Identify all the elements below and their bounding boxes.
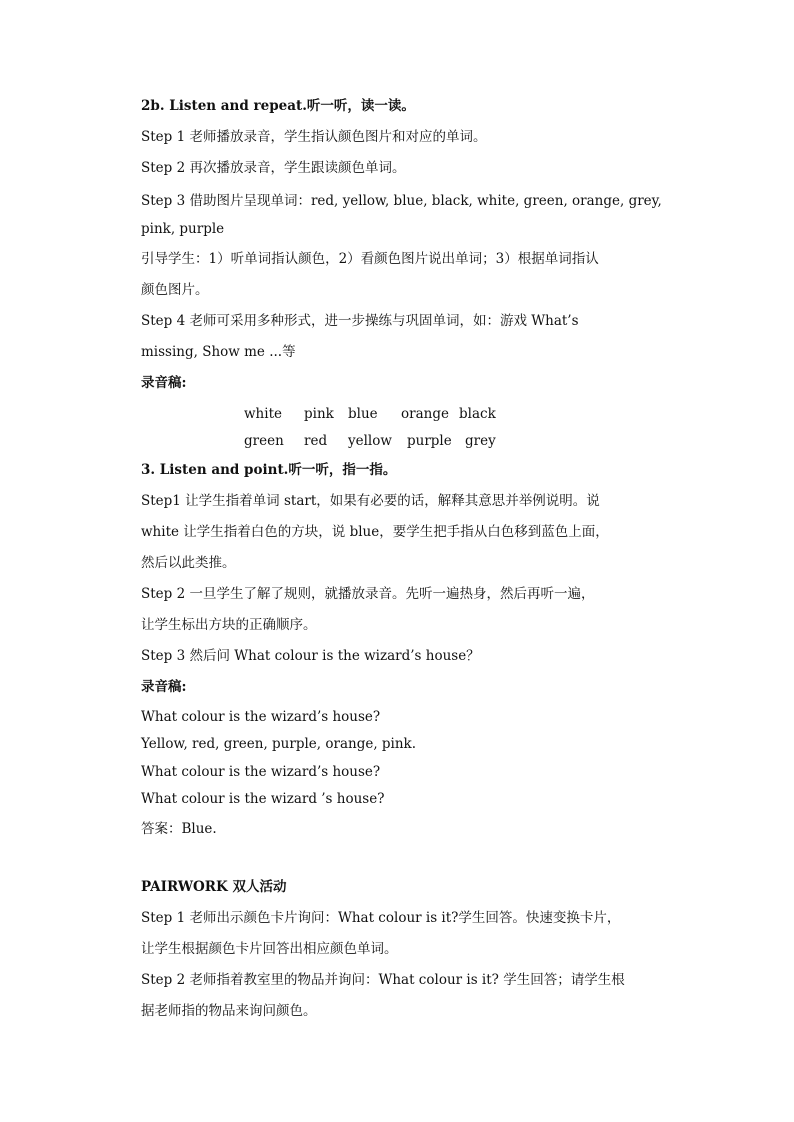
pairwork-step2-line2: 据老师指的物品来询问颜色。 [141, 1003, 317, 1019]
pairwork-step1-line2: 让学生根据颜色卡片回答出相应颜色单词。 [141, 941, 398, 957]
section-2b-guide-line1: 引导学生：1）听单词指认颜色，2）看颜色图片说出单词；3）根据单词指认 [141, 251, 599, 267]
word-item: white [244, 406, 282, 422]
section-2b-guide-line2: 颜色图片。 [141, 282, 209, 298]
section-2b-transcript-label: 录音稿: [141, 375, 187, 391]
pairwork-step1-line1: Step 1 老师出示颜色卡片询问：What colour is it?学生回答。快速变换卡片， [141, 910, 621, 926]
word-item: black [459, 406, 496, 422]
transcript-line: What colour is the wizard’s house? [141, 764, 381, 780]
section-3-step1-line1: Step1 让学生指着单词 start，如果有必要的话，解释其意思并举例说明。说 [141, 493, 600, 509]
section-2b-step3-line1: Step 3 借助图片呈现单词：red, yellow, blue, black, white, green, orange, grey, [141, 193, 662, 209]
section-3-step1-line3: 然后以此类推。 [141, 555, 236, 571]
word-item: yellow [348, 433, 392, 449]
section-2b-step2: Step 2 再次播放录音，学生跟读颜色单词。 [141, 160, 406, 176]
section-3-step2-line2: 让学生标出方块的正确顺序。 [141, 617, 317, 633]
word-item: blue [348, 406, 378, 422]
section-2b-step1: Step 1 老师播放录音，学生指认颜色图片和对应的单词。 [141, 129, 487, 145]
section-3-step1-line2: white 让学生指着白色的方块，说 blue，要学生把手指从白色移到蓝色上面， [141, 524, 609, 540]
word-item: purple [407, 433, 452, 449]
section-3-step3: Step 3 然后问 What colour is the wizard’s house？ [141, 648, 480, 664]
section-3-transcript-label: 录音稿: [141, 679, 187, 695]
word-item: grey [465, 433, 496, 449]
section-2b-step4-line2: missing, Show me ...等 [141, 344, 296, 360]
pairwork-step2-line1: Step 2 老师指着教室里的物品并询问：What colour is it? 学生回答；请学生根 [141, 972, 625, 988]
transcript-line: What colour is the wizard ’s house? [141, 791, 385, 807]
section-3-heading: 3. Listen and point.听一听，指一指。 [141, 462, 397, 478]
word-item: orange [401, 406, 449, 422]
section-2b-heading: 2b. Listen and repeat.听一听，读一读。 [141, 98, 415, 114]
section-3-answer: 答案：Blue. [141, 821, 217, 837]
pairwork-heading: PAIRWORK 双人活动 [141, 879, 287, 895]
word-item: red [304, 433, 328, 449]
transcript-line: Yellow, red, green, purple, orange, pink. [141, 736, 417, 752]
section-2b-step4-line1: Step 4 老师可采用多种形式，进一步操练与巩固单词，如：游戏 What’s [141, 313, 579, 329]
transcript-line: What colour is the wizard’s house? [141, 709, 381, 725]
section-2b-step3-line2: pink, purple [141, 221, 225, 237]
word-item: pink [304, 406, 334, 422]
word-item: green [244, 433, 284, 449]
section-3-step2-line1: Step 2 一旦学生了解了规则，就播放录音。先听一遍热身，然后再听一遍， [141, 586, 595, 602]
